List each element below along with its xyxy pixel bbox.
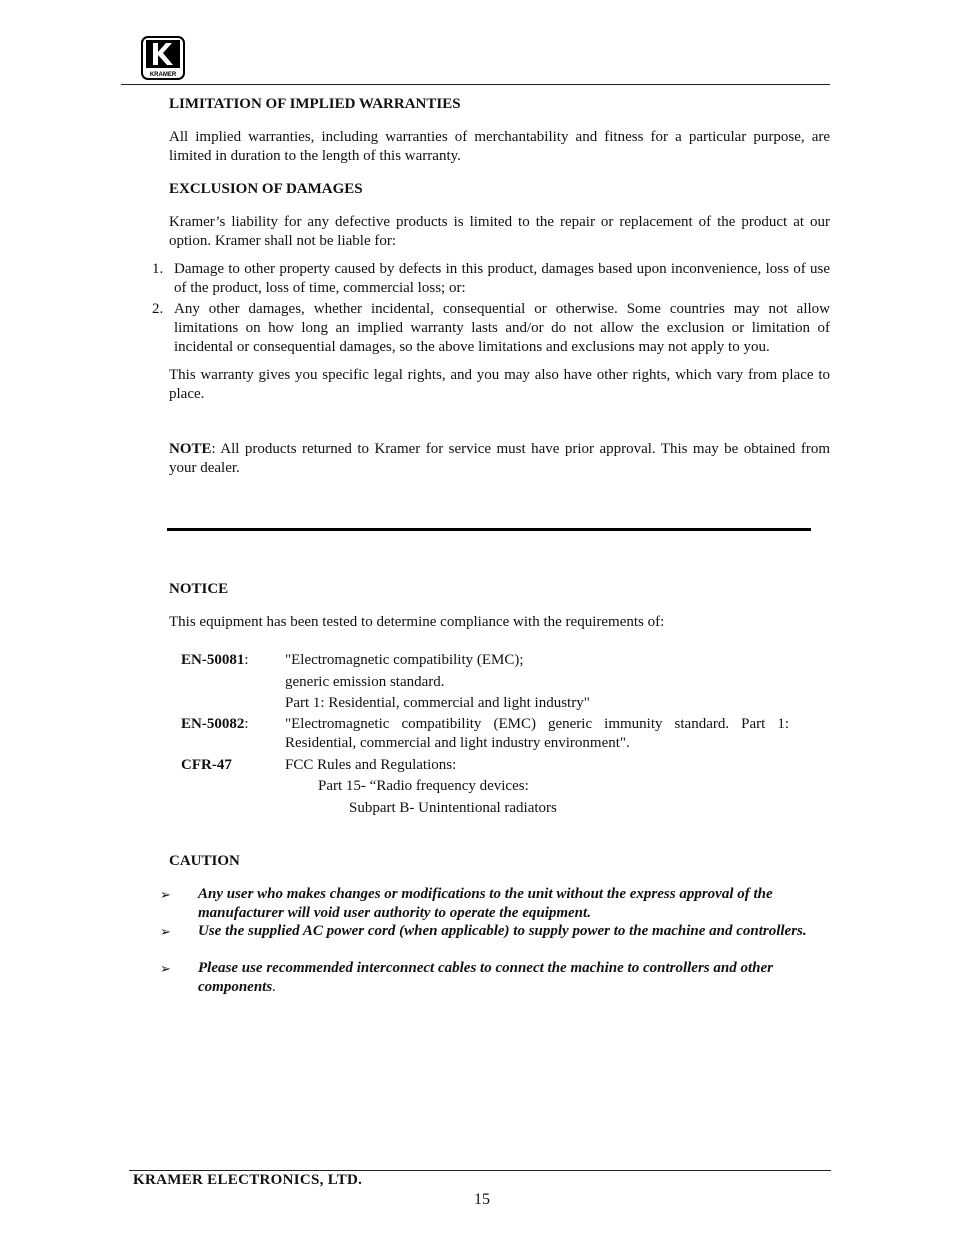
header-rule bbox=[121, 84, 830, 85]
limitation-text: All implied warranties, including warranties of merchantability and fitness for a particular purpose, are limited in duration to the length of this warranty. bbox=[169, 129, 830, 164]
kramer-logo bbox=[141, 36, 185, 80]
cfr-line-1: FCC Rules and Regulations: bbox=[285, 757, 457, 773]
list-number: 1. bbox=[152, 261, 164, 277]
rights-text: This warranty gives you specific legal rights, and you may also have other rights, which vary from place to place. bbox=[169, 367, 830, 402]
exclusion-item-2 bbox=[152, 300, 830, 357]
cfr-line-3: Subpart B- Unintentional radiators bbox=[349, 800, 557, 816]
arrow-bullet-icon: ➢ bbox=[160, 887, 171, 902]
note-text: : All products returned to Kramer for service must have prior approval. This may be obtained from your dealer. bbox=[169, 441, 830, 476]
en50081-label: EN-50081: bbox=[181, 652, 249, 668]
en50081-line-1: "Electromagnetic compatibility (EMC); bbox=[285, 652, 524, 668]
caution-item-3 bbox=[160, 959, 830, 997]
exclusion-item-1 bbox=[152, 260, 830, 298]
exclusion-heading: EXCLUSION OF DAMAGES bbox=[169, 181, 363, 197]
section-divider bbox=[167, 528, 811, 531]
note-paragraph bbox=[169, 440, 830, 478]
limitation-heading: LIMITATION OF IMPLIED WARRANTIES bbox=[169, 96, 461, 112]
svg-text:KRAMER: KRAMER bbox=[149, 72, 177, 78]
caution-text: Any user who makes changes or modifications to the unit without the express approval of the manufacturer will void user authority to operate the equipment. bbox=[198, 886, 773, 921]
caution-text: Please use recommended interconnect cables to connect the machine to controllers and other components. bbox=[198, 960, 773, 995]
caution-item-2 bbox=[160, 922, 830, 941]
page-number: 15 bbox=[474, 1191, 490, 1208]
company-name: KRAMER ELECTRONICS, LTD. bbox=[133, 1172, 363, 1188]
arrow-bullet-icon: ➢ bbox=[160, 924, 171, 939]
en50082-label: EN-50082: bbox=[181, 716, 249, 732]
en50082-text: "Electromagnetic compatibility (EMC) generic immunity standard. Part 1: Residential, commercial and light industry environment". bbox=[285, 716, 789, 751]
caution-heading: CAUTION bbox=[169, 853, 240, 869]
list-text: Any other damages, whether incidental, consequential or otherwise. Some countries may not allow limitations on how long an implied warranty lasts and/or do not allow the exclusion or limitation of incidental or consequential damages, so the above limitations and exclusions may not apply to you. bbox=[174, 301, 830, 355]
arrow-bullet-icon: ➢ bbox=[160, 961, 171, 976]
en50081-line-3: Part 1: Residential, commercial and light industry" bbox=[285, 695, 590, 711]
cfr-label: CFR-47 bbox=[181, 757, 232, 773]
en50081-line-2: generic emission standard. bbox=[285, 674, 445, 690]
cfr-line-2: Part 15- “Radio frequency devices: bbox=[318, 778, 529, 794]
note-label: NOTE bbox=[169, 441, 212, 457]
notice-intro: This equipment has been tested to determine compliance with the requirements of: bbox=[169, 614, 665, 630]
exclusion-text: Kramer’s liability for any defective products is limited to the repair or replacement of the product at our option. Kramer shall not be liable for: bbox=[169, 214, 830, 249]
list-number: 2. bbox=[152, 301, 164, 317]
list-text: Damage to other property caused by defects in this product, damages based upon inconvenience, loss of use of the product, loss of time, commercial loss; or: bbox=[174, 261, 830, 296]
caution-text: Use the supplied AC power cord (when applicable) to supply power to the machine and controllers. bbox=[198, 923, 807, 939]
caution-item-1 bbox=[160, 885, 830, 923]
notice-heading: NOTICE bbox=[169, 581, 229, 597]
